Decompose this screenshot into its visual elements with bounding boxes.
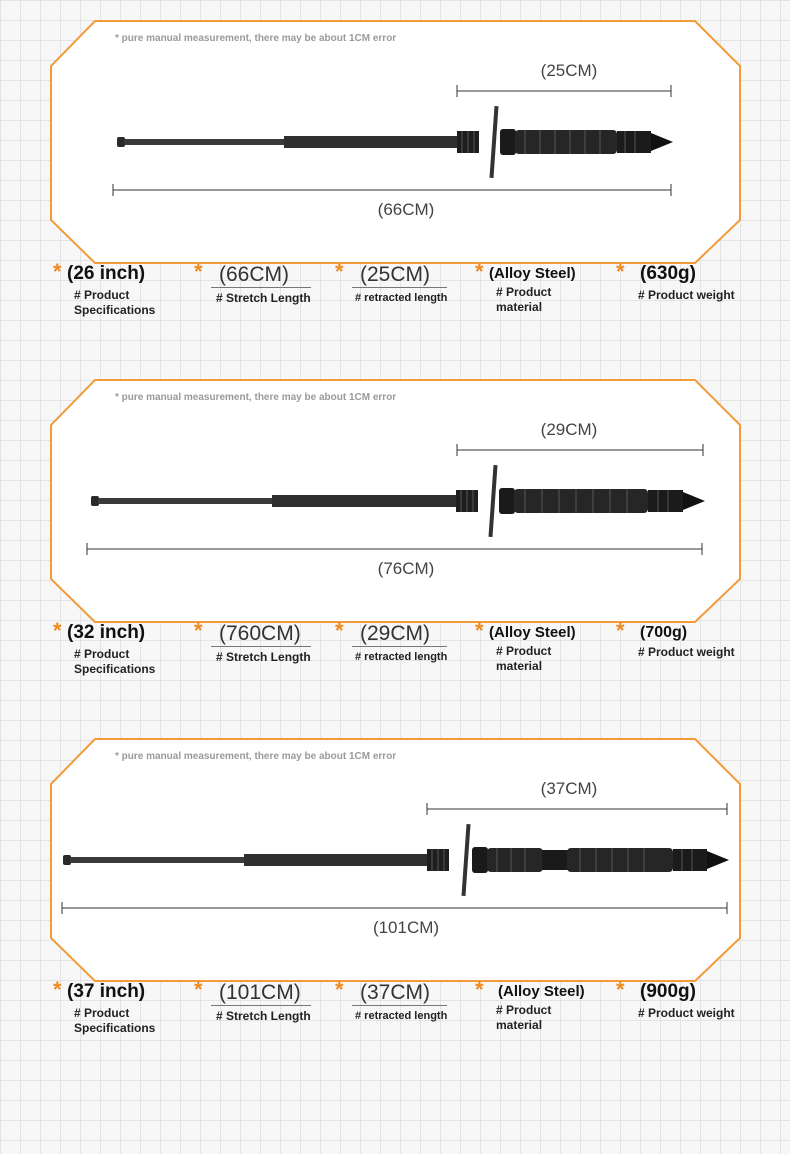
measurement-note: * pure manual measurement, there may be about 1CM error: [115, 751, 397, 762]
asterisk-icon: *: [475, 977, 484, 1002]
product-32-inch: [0, 359, 790, 718]
baton-illustration: [0, 359, 790, 629]
spec-material: [475, 977, 585, 1033]
total-dimension-line: [87, 543, 702, 555]
spec-weight-label: # Product weight: [638, 645, 735, 659]
asterisk-icon: *: [616, 259, 625, 284]
total-dimension-label: (66CM): [377, 200, 435, 219]
spec-retracted-label: # retracted length: [355, 292, 448, 304]
spec-retracted-value: (25CM): [352, 263, 447, 288]
spec-size: [53, 259, 174, 318]
retracted-dimension-line: [457, 444, 703, 456]
asterisk-icon: *: [53, 259, 62, 284]
spec-material-value: (Alloy Steel): [498, 983, 585, 1000]
spec-retracted-value: (37CM): [352, 981, 447, 1006]
spec-stretch-value: (66CM): [211, 263, 311, 288]
asterisk-icon: *: [475, 259, 484, 284]
asterisk-icon: *: [616, 977, 625, 1002]
spec-weight: [616, 977, 735, 1021]
spec-retracted-value: (29CM): [352, 622, 447, 647]
spec-material-value: (Alloy Steel): [489, 265, 576, 282]
baton-illustration: [0, 718, 790, 988]
asterisk-icon: *: [53, 977, 62, 1002]
product-37-inch: [0, 718, 790, 1077]
product-26-inch: [0, 0, 790, 359]
asterisk-icon: *: [335, 977, 344, 1002]
asterisk-icon: *: [335, 618, 344, 643]
spec-stretch: [194, 977, 311, 1024]
spec-retracted-label: # retracted length: [355, 651, 448, 663]
spec-material-label: # Product material: [496, 285, 552, 314]
spec-retracted: [335, 977, 448, 1024]
asterisk-icon: *: [194, 977, 203, 1002]
spec-size: [53, 618, 174, 677]
spec-size-value: (37 inch): [67, 981, 146, 1002]
spec-stretch: [194, 618, 311, 665]
spec-size: [53, 977, 174, 1036]
asterisk-icon: *: [194, 259, 203, 284]
retracted-dimension-line: [427, 803, 727, 815]
spec-weight-value: (900g): [640, 981, 696, 1002]
baton-illustration: [0, 0, 790, 270]
spec-stretch-label: # Stretch Length: [216, 650, 311, 664]
asterisk-icon: *: [194, 618, 203, 643]
spec-weight-value: (700g): [640, 624, 688, 641]
total-dimension-label: (101CM): [372, 918, 440, 937]
measurement-note: * pure manual measurement, there may be about 1CM error: [115, 392, 397, 403]
retracted-dimension-label: (29CM): [540, 420, 598, 439]
spec-stretch-label: # Stretch Length: [216, 291, 311, 305]
total-dimension-label: (76CM): [377, 559, 435, 578]
spec-size-value: (26 inch): [67, 263, 146, 284]
spec-material: [475, 618, 576, 674]
spec-weight-label: # Product weight: [638, 1006, 735, 1020]
retracted-dimension-label: (25CM): [540, 61, 598, 80]
spec-stretch: [194, 259, 311, 306]
spec-stretch-value: (101CM): [211, 981, 311, 1006]
spec-material-label: # Product material: [496, 1003, 552, 1032]
asterisk-icon: *: [616, 618, 625, 643]
spec-size-value: (32 inch): [67, 622, 146, 643]
spec-retracted-label: # retracted length: [355, 1010, 448, 1022]
measurement-note: * pure manual measurement, there may be about 1CM error: [115, 33, 397, 44]
spec-stretch-value: (760CM): [211, 622, 311, 647]
retracted-dimension-label: (37CM): [540, 779, 598, 798]
spec-material: [475, 259, 576, 315]
spec-retracted: [335, 259, 448, 306]
spec-stretch-label: # Stretch Length: [216, 1009, 311, 1023]
retracted-dimension-line: [457, 85, 671, 97]
total-dimension-line: [62, 902, 727, 914]
asterisk-icon: *: [335, 259, 344, 284]
spec-size-label: # Product Specifications: [74, 1006, 156, 1035]
total-dimension-line: [113, 184, 671, 196]
spec-size-label: # Product Specifications: [74, 288, 156, 317]
spec-weight: [616, 259, 735, 303]
spec-weight-label: # Product weight: [638, 288, 735, 302]
spec-size-label: # Product Specifications: [74, 647, 156, 676]
asterisk-icon: *: [53, 618, 62, 643]
spec-weight-value: (630g): [640, 263, 696, 284]
spec-material-value: (Alloy Steel): [489, 624, 576, 641]
spec-material-label: # Product material: [496, 644, 552, 673]
spec-retracted: [335, 618, 448, 665]
spec-weight: [616, 618, 735, 660]
asterisk-icon: *: [475, 618, 484, 643]
